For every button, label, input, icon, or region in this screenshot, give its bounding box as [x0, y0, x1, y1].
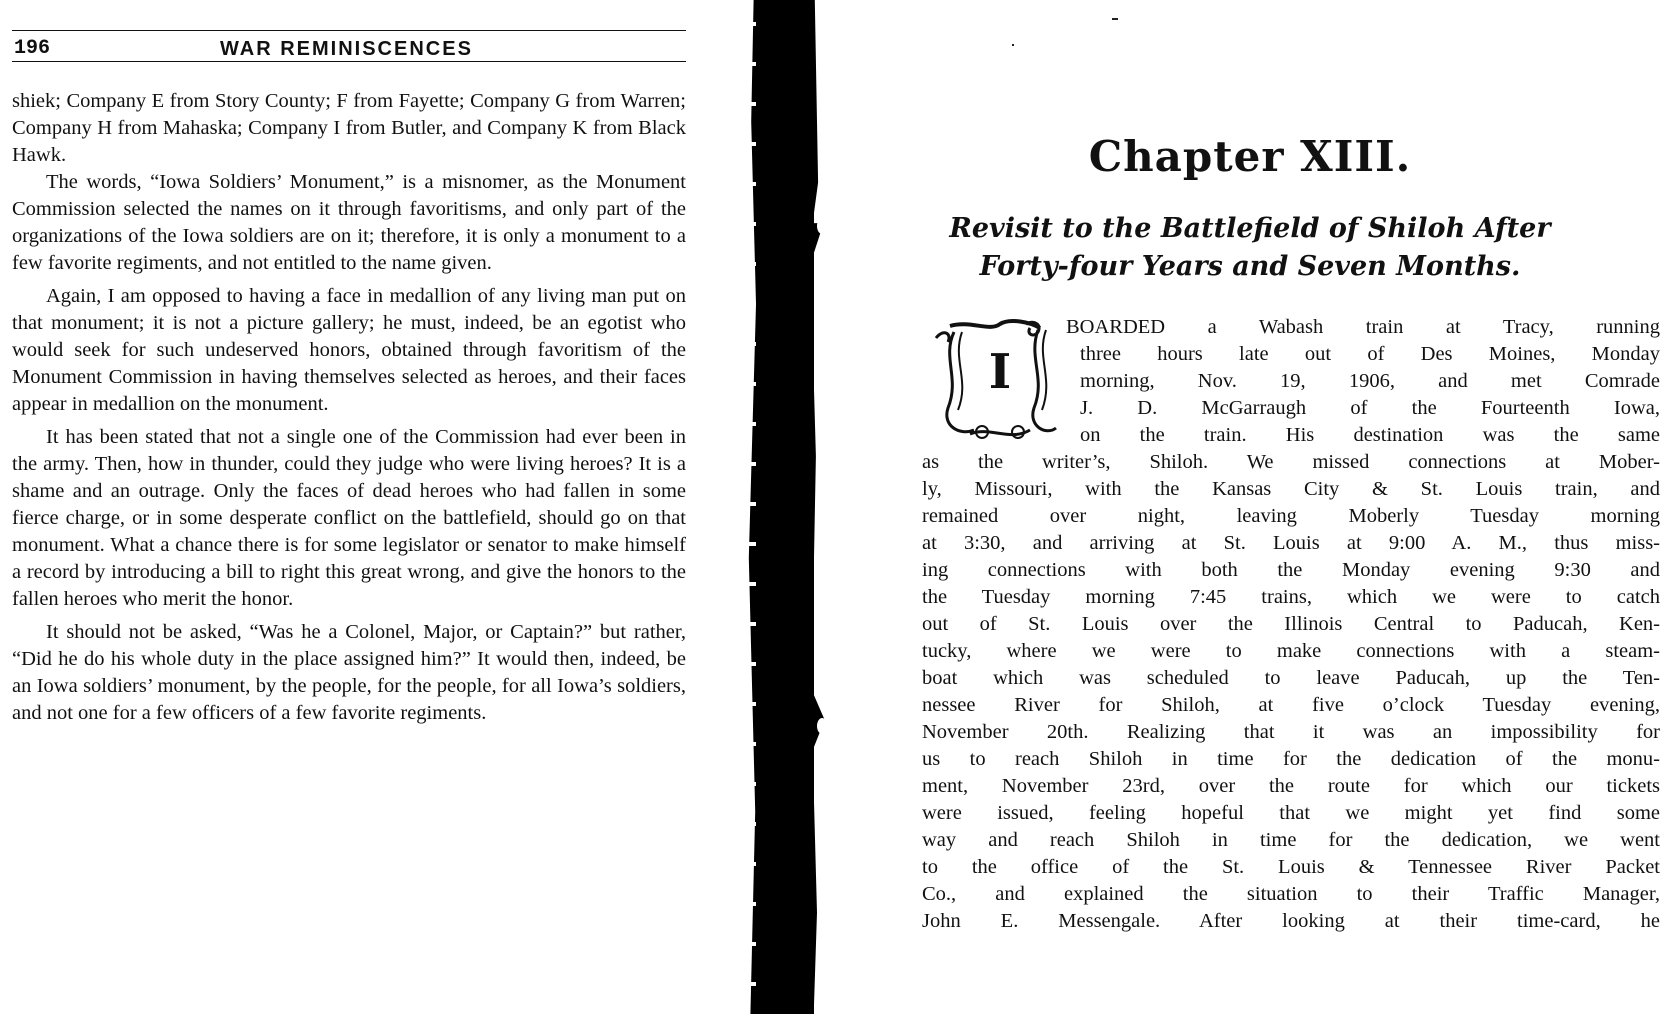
text-line: November 20th. Realizing that it was an impossibility for — [922, 721, 1660, 743]
text-line: the Tuesday morning 7:45 trains, which we were to catch — [922, 586, 1660, 608]
text-line: out of St. Louis over the Illinois Central to Paducah, Ken- — [922, 613, 1660, 635]
page-number: 196 — [14, 37, 51, 60]
paragraph: shiek; Company E from Story County; F from Fayette; Company G from Warren; Company H from Mahaska; Company I from Butler, and Company K from Black Hawk. — [12, 90, 686, 166]
binding-gutter — [756, 0, 814, 1014]
text-line: Co., and explained the situation to their Traffic Manager, — [922, 883, 1660, 905]
chapter-title: Chapter XIII. — [1088, 132, 1412, 181]
text-line: as the writer’s, Shiloh. We missed connections at Mober- — [922, 451, 1660, 473]
text-line: John E. Messengale. After looking at their time-card, he — [922, 910, 1660, 932]
text-line: to the office of the St. Louis & Tennessee River Packet — [922, 856, 1660, 878]
paragraph: Again, I am opposed to having a face in medallion of any living man put on that monument; it is not a picture gallery; he must, indeed, be an egotist who would seek for such undeserved honors, obtained through favoritism of the Monument Commission in having themselves selected as heroes, and their faces appear in medallion on the monument. — [12, 285, 686, 415]
text-line: ing connections with both the Monday evening 9:30 and — [922, 559, 1660, 581]
drop-cap-ornament — [930, 318, 1066, 444]
binding-shadow-edge — [806, 0, 828, 1014]
chapter-subtitle — [830, 210, 1670, 286]
text-line: three hours late out of Des Moines, Monday — [1080, 343, 1660, 365]
text-line: ment, November 23rd, over the route for which our tickets — [922, 775, 1660, 797]
scan-speck — [1112, 18, 1118, 20]
chapter-body — [922, 449, 1660, 935]
scan-speck — [1012, 44, 1014, 46]
text-line: were issued, feeling hopeful that we might yet find some — [922, 802, 1660, 824]
binding-hole — [817, 218, 827, 234]
text-line: morning, Nov. 19, 1906, and met Comrade — [1080, 370, 1660, 392]
text-line: on the train. His destination was the same — [1080, 424, 1660, 446]
running-title: WAR REMINISCENCES — [220, 38, 473, 60]
running-head — [12, 30, 686, 62]
paragraph: It has been stated that not a single one of the Commission had ever been in the army. Then, how in thunder, could they judge who were living heroes? It is a shame and an outrage. Only the faces of dead heroes who had fallen in some fierce charge, or in some desperate conflict on the battlefield, should go on that monument. What a chance there is for some legislator or senator to make himself a record by introducing a bill to right this great wrong, and give the honors to the fallen heroes who merit the honor. — [12, 426, 686, 610]
paragraph: It should not be asked, “Was he a Colonel, Major, or Captain?” but rather, “Did he do his whole duty in the place assigned him?” It would then, indeed, be an Iowa soldiers’ monument, by the people, for the people, for all Iowa’s soldiers, and not one for a few officers of a few favorite regiments. — [12, 621, 686, 724]
binding-hole — [817, 718, 827, 734]
left-page-body — [12, 88, 686, 727]
chapter-opening-lines — [1066, 314, 1660, 449]
text-line: nessee River for Shiloh, at five o’clock Tuesday evening, — [922, 694, 1660, 716]
text-line: J. D. McGarraugh of the Fourteenth Iowa, — [1080, 397, 1660, 419]
text-line: BOARDED a Wabash train at Tracy, running — [1066, 316, 1660, 338]
text-line: way and reach Shiloh in time for the dedication, we went — [922, 829, 1660, 851]
left-page — [0, 0, 700, 1014]
text-line: remained over night, leaving Moberly Tuesday morning — [922, 505, 1660, 527]
subtitle-line: Forty-four Years and Seven Months. — [979, 251, 1521, 282]
right-page — [830, 0, 1670, 1014]
drop-cap-letter: I — [988, 344, 1012, 400]
paragraph: The words, “Iowa Soldiers’ Monument,” is a misnomer, as the Monument Commission selected the names on it through favoritisms, and only part of the organizations of the Iowa soldiers are on it; therefore, it is only a monument to a few favorite regiments, and not entitled to the name given. — [12, 171, 686, 274]
text-line: tucky, where we were to make connections with a steam- — [922, 640, 1660, 662]
text-line: ly, Missouri, with the Kansas City & St. Louis train, and — [922, 478, 1660, 500]
text-line: boat which was scheduled to leave Paducah, up the Ten- — [922, 667, 1660, 689]
text-line: at 3:30, and arriving at St. Louis at 9:00 A. M., thus miss- — [922, 532, 1660, 554]
subtitle-line: Revisit to the Battlefield of Shiloh After — [949, 213, 1551, 244]
text-line: us to reach Shiloh in time for the dedication of the monu- — [922, 748, 1660, 770]
